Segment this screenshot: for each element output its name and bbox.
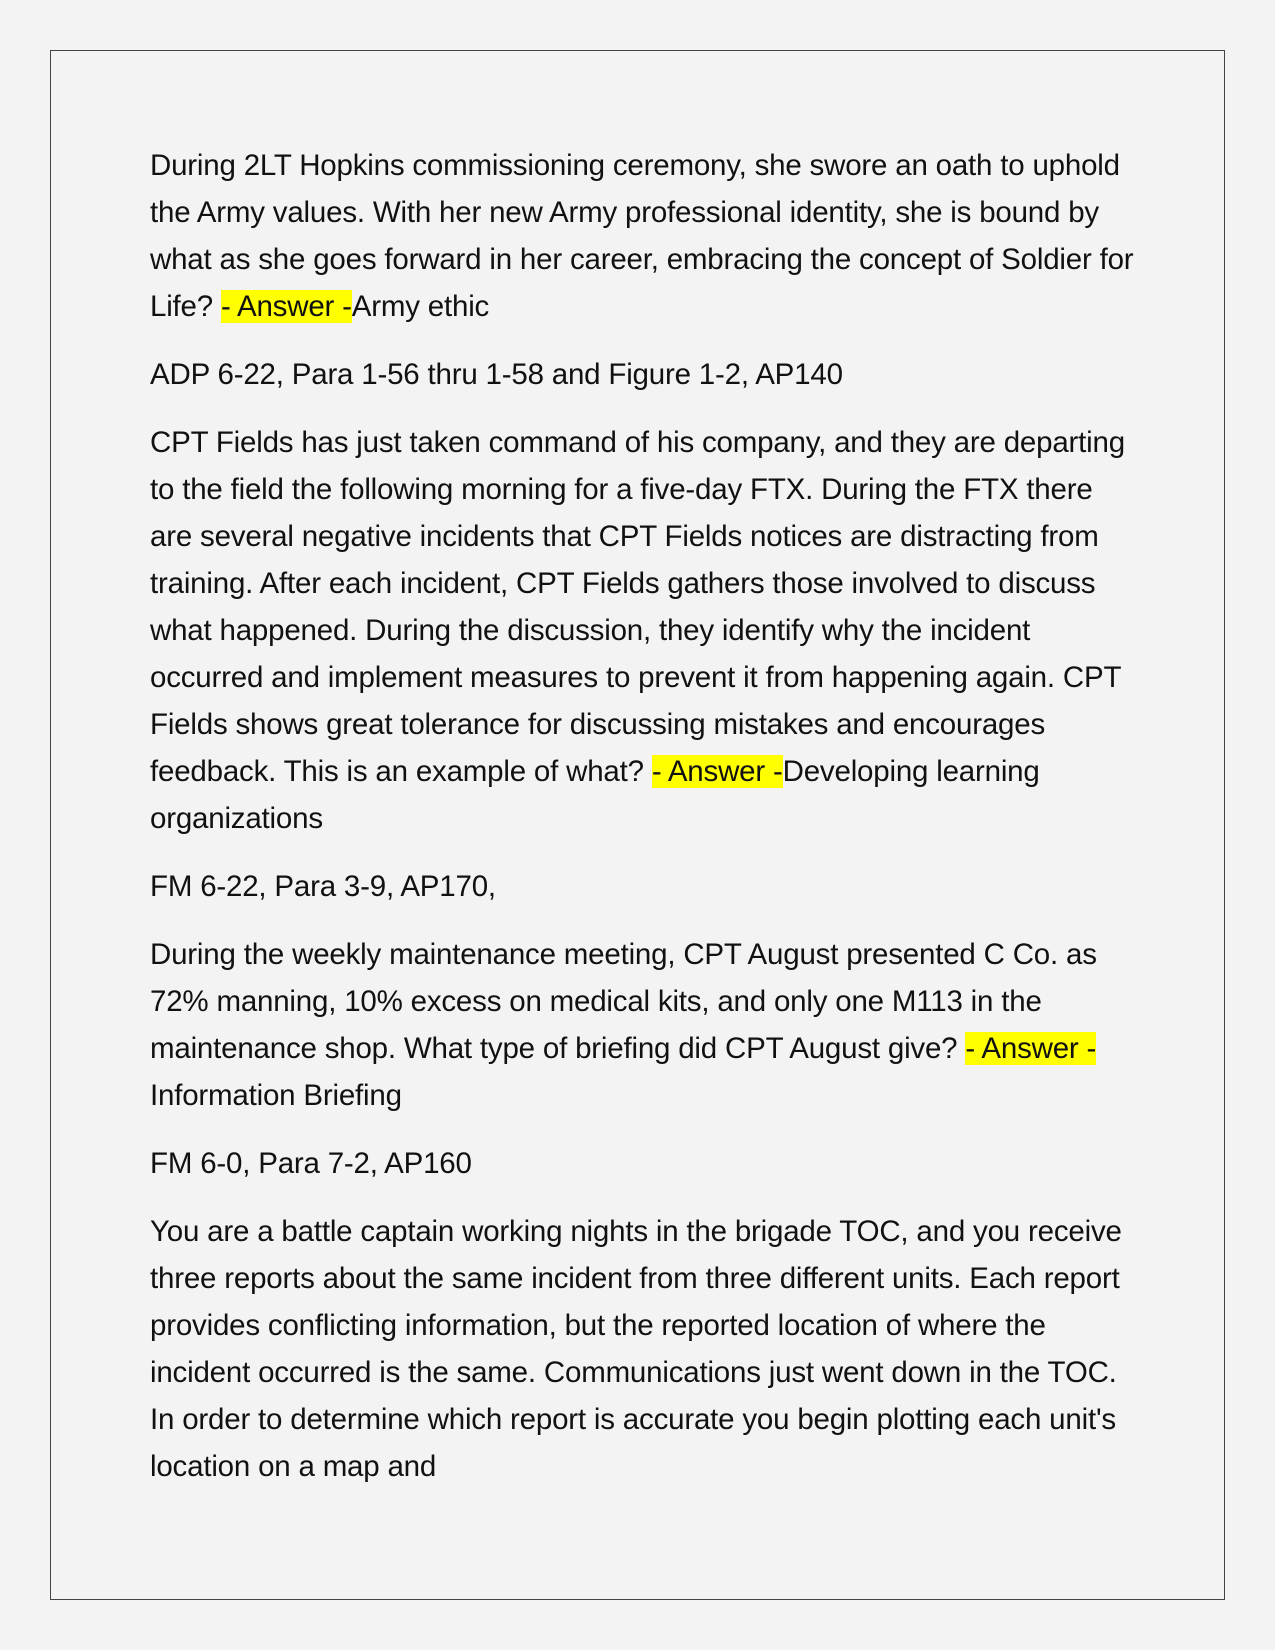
answer-marker: - Answer - [965, 1032, 1097, 1065]
reference-paragraph: FM 6-0, Para 7-2, AP160 [150, 1147, 472, 1180]
answer-text: Information Briefing [150, 1079, 402, 1112]
question-paragraph [150, 142, 1135, 330]
question-text: CPT Fields has just taken command of his company, and they are departing to the field the following morning for a five-day FTX. During the FTX there are several negative incidents that CPT Fields notices are distracting from training. After each incident, CPT Fields gathers those involved to discuss what happened. During the discussion, they identify why the incident occurred and implement measures to prevent it from happening again. CPT Fields shows great tolerance for discussing mistakes and encourages feedback. This is an example of what? [150, 426, 1125, 788]
question-paragraph [150, 419, 1135, 842]
answer-text: Army ethic [351, 290, 490, 323]
answer-marker: - Answer - [220, 290, 352, 323]
reference-paragraph: ADP 6-22, Para 1-56 thru 1-58 and Figure 1-2, AP140 [150, 358, 843, 391]
answer-marker: - Answer - [651, 755, 783, 788]
question-paragraph [150, 931, 1135, 1119]
answer-text: Developing learning organizations [150, 755, 1040, 835]
question-text: During the weekly maintenance meeting, CPT August presented C Co. as 72% manning, 10% excess on medical kits, and only one M113 in the maintenance shop. What type of briefing did CPT August give? [150, 938, 1097, 1065]
question-paragraph [150, 1208, 1135, 1490]
question-text: During 2LT Hopkins commissioning ceremony, she swore an oath to uphold the Army values. With her new Army professional identity, she is bound by what as she goes forward in her career, embracing the concept of Soldier for Life? [150, 149, 1134, 323]
reference-paragraph: FM 6-22, Para 3-9, AP170, [150, 870, 496, 903]
document-body [150, 142, 1135, 1511]
question-text: You are a battle captain working nights in the brigade TOC, and you receive three reports about the same incident from three different units. Each report provides conflicting information, but the reported location of where the incident occurred is the same. Communications just went down in the TOC. In order to determine which report is accurate you begin plotting each unit's location on a map and [150, 1215, 1122, 1483]
